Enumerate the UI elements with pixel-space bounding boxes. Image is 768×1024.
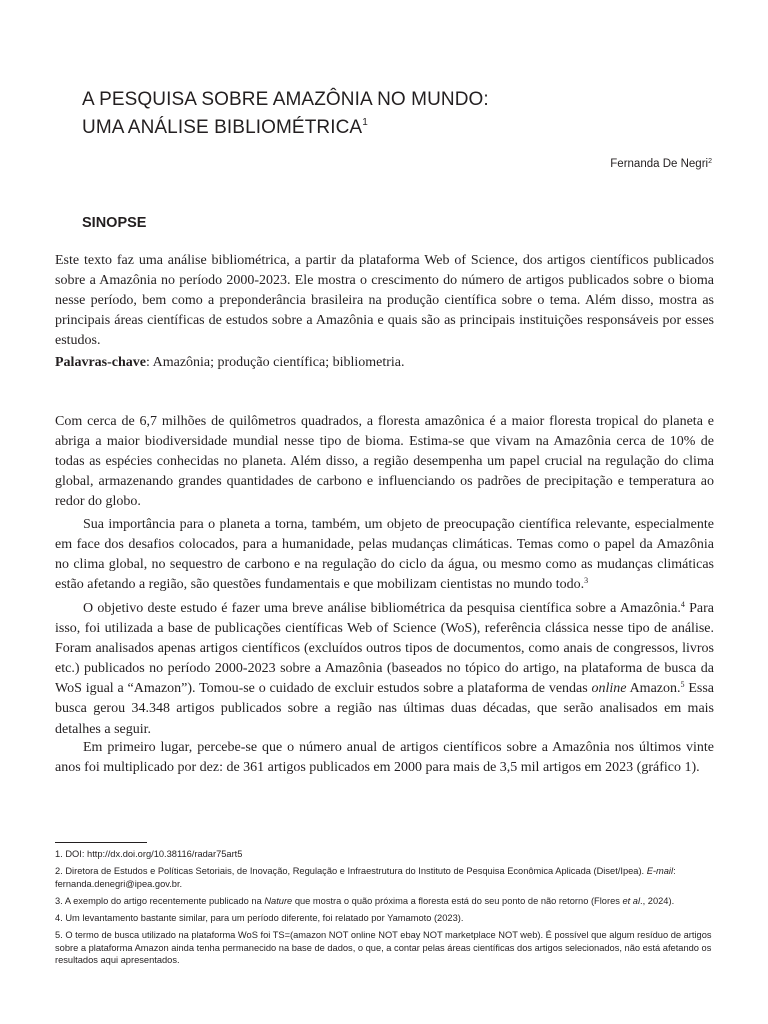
author-footnote-ref[interactable]: 2 [708,158,712,165]
footnote-3-part-c: ., 2024). [640,895,675,906]
body-paragraph-3-part-d: Essa busca gerou 34.348 artigos publicados sobre a região nas últimas duas décadas, que serão analisados em mais detalhes a seguir. [55,681,714,737]
keywords-list: : Amazônia; produção científica; bibliometria. [145,355,405,370]
body-paragraph-3-part-b: Para isso, foi utilizada a base de publicações científicas Web of Science (WoS), referência clássica nesse tipo de análise. Foram analisados apenas artigos científicos (excluídos outros tipos de documentos, como anais de congressos, livros etc.) publicados no período 2000-2023 sobre a Amazônia (baseados no tópico do artigo, na plataforma de busca da WoS igual a “Amazon”). Tomou-se o cuidado de excluir estudos sobre a plataforma de vendas [55,601,714,697]
body-paragraph-1: Com cerca de 6,7 milhões de quilômetros quadrados, a floresta amazônica é a maior floresta tropical do planeta e abriga a maior biodiversidade mundial nesse tipo de bioma. Estima-se que vivam na Amazônia cerca de 10% de todas as espécies conhecidas no planeta. Além disso, a região desempenha um papel crucial na regulação do clima global, armazenando grandes quantidades de carbono e influenciando os padrões de precipitação e temperatura ao redor do globo. [55,414,714,510]
footnote-3-part-a: 3. A exemplo do artigo recentemente publicado na [55,895,265,906]
article-title-line-2-text: UMA ANÁLISE BIBLIOMÉTRICA [82,117,363,138]
abstract-paragraph: Este texto faz uma análise bibliométrica, a partir da plataforma Web of Science, dos artigos científicos publicados sobre a Amazônia no período 2000-2023. Ele mostra o crescimento do número de artigos publicados sobre o bioma nesse período, bem como a preponderância brasileira na produção científica sobre o tema. Além disso, mostra as principais áreas científicas de estudos sobre a Amazônia e quais são as principais instituições responsáveis por esses estudos. [55,253,714,349]
footnote-2-italic: E-mail [646,866,674,877]
keywords-label: Palavras-chave [55,355,146,370]
footnote-ref-5[interactable]: 5 [680,680,685,690]
author-name: Fernanda De Negri [610,158,709,170]
footnote-2-part-a: 2. Diretora de Estudos e Políticas Setoriais, de Inovação, Regulação e Infraestrutura do Instituto de Pesquisa Econômica Aplicada (Diset/Ipea). [55,866,647,877]
article-title-line-2 [82,111,702,139]
footnote-4: 4. Um levantamento bastante similar, para um período diferente, foi relatado por Yamamoto (2023). [55,912,464,923]
footnote-ref-3[interactable]: 3 [584,576,589,586]
body-paragraph-3-italic: online [591,681,627,697]
footnotes [55,848,715,971]
footnote-ref-4[interactable]: 4 [680,600,685,609]
footnote-5: 5. O termo de busca utilizado na plataforma WoS foi TS=(amazon NOT online NOT ebay NOT marketplace NOT web). É possível que algum resíduo de artigos sobre a plataforma Amazon ainda tenha permanecido na base de dados, o que, a contar pelas áreas científicas dos artigos selecionados, não está afetando os resultados aqui apresentados. [55,929,712,966]
article-title-line-1: A PESQUISA SOBRE AMAZÔNIA NO MUNDO: [82,89,489,110]
body-paragraph-3-part-c: Amazon. [626,681,681,697]
section-heading-sinopse: SINOPSE [82,215,147,231]
footnote-1: 1. DOI: http://dx.doi.org/10.38116/radar75art5 [55,849,243,859]
body-paragraph-3-part-a: O objetivo deste estudo é fazer uma breve análise bibliométrica da pesquisa científica sobre a Amazônia. [83,601,681,616]
body-paragraph-4: Em primeiro lugar, percebe-se que o número anual de artigos científicos sobre a Amazônia nos últimos vinte anos foi multiplicado por dez: de 361 artigos publicados em 2000 para mais de 3,5 mil artigos em 2023 (gráfico 1). [55,740,714,776]
article-title [82,88,702,139]
body-paragraph-2-text: Sua importância para o planeta a torna, também, um objeto de preocupação científica relevante, especialmente em face dos desafios colocados, para a humanidade, pelas mudanças climáticas. Temas como o papel da Amazônia no clima global, no sequestro de carbono e na regulação do ciclo da água, ou mesmo como as mudanças climáticas estão afetando a região, são questões fundamentais e que mobilizam cientistas no mundo todo. [55,517,714,593]
title-footnote-ref[interactable]: 1 [362,117,368,128]
author-byline [610,158,712,170]
footnote-3-italic: Nature [264,895,293,906]
keywords-line [55,353,714,373]
footnote-3-part-b: que mostra o quão próxima a floresta está do seu ponto de não retorno (Flores [292,895,623,906]
footnote-3 [55,895,715,908]
footnote-2 [55,865,715,890]
footnote-divider [55,842,147,843]
footnote-3-italic-2: et al [622,895,641,906]
body-paragraph-3 [55,599,714,740]
footnote-2-part-b: : fernanda.denegri@ipea.gov.br. [55,866,676,889]
body-paragraph-2 [55,515,714,595]
